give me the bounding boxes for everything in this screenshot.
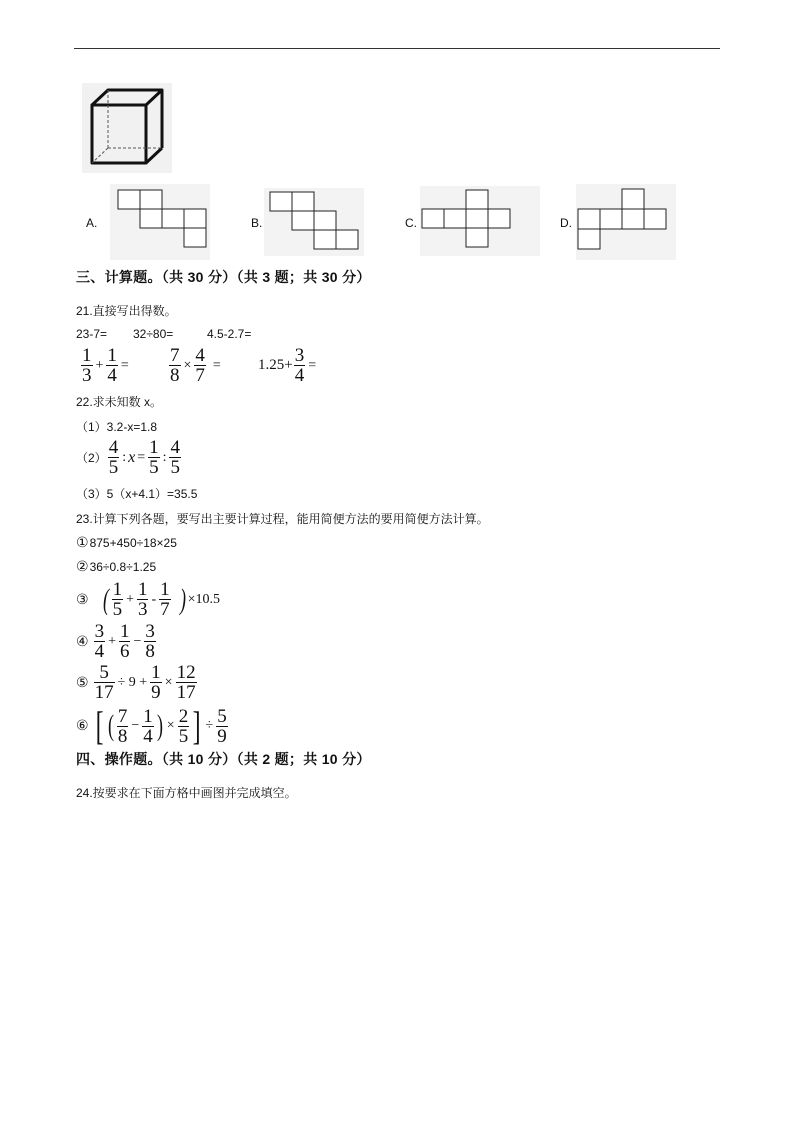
operator: - [151, 591, 157, 607]
q21-item-1: 23-7= [76, 327, 108, 341]
numerator: 3 [294, 345, 305, 366]
denominator: 5 [149, 457, 159, 478]
q21-prompt: 21.直接写出得数。 [76, 304, 177, 318]
tail-term: ×10.5 [187, 591, 221, 607]
q24-prompt: 24.按要求在下面方格中画图并完成填空。 [76, 786, 297, 800]
net-b-figure[interactable] [264, 188, 364, 256]
numerator: 4 [108, 437, 119, 458]
q22-part-1: （1）3.2-x=1.8 [76, 420, 158, 434]
q21-item-3: 4.5-2.7= [207, 327, 252, 341]
net-c-figure[interactable] [420, 186, 540, 256]
operator: ÷ [205, 718, 214, 733]
equals: = [212, 357, 221, 373]
denominator: 5 [112, 599, 123, 620]
operator: + [126, 591, 134, 607]
denominator: 8 [145, 641, 155, 662]
numerator: 7 [170, 345, 180, 366]
denominator: 3 [137, 599, 148, 620]
denominator: 6 [119, 641, 130, 662]
left-paren: ( [107, 709, 114, 742]
denominator: 4 [294, 365, 305, 386]
equals: = [137, 449, 146, 465]
operator: × [183, 357, 192, 373]
operator: + [95, 357, 104, 373]
numerator: 1 [149, 437, 159, 458]
numerator: 2 [178, 705, 189, 727]
numerator: 1 [137, 579, 148, 600]
q21-item-4 [80, 347, 131, 384]
option-b-label[interactable]: B. [251, 216, 263, 230]
close-paren: ) [179, 582, 186, 616]
header-rule [74, 48, 720, 49]
equals: = [308, 357, 317, 373]
item-number: ⑥ [76, 718, 89, 734]
left-bracket: [ [95, 703, 104, 748]
q23-item-3 [76, 581, 220, 618]
numerator: 7 [117, 705, 128, 727]
item-number: ③ [76, 591, 89, 608]
operator: ÷ 9 + [117, 674, 148, 690]
numerator: 1 [107, 345, 117, 366]
item-number: ④ [76, 633, 89, 650]
right-bracket: ] [192, 703, 201, 748]
q23-item-6 [76, 703, 229, 748]
denominator: 17 [176, 682, 196, 703]
ratio-colon: : [162, 449, 167, 465]
numerator: 5 [99, 662, 109, 683]
right-paren: ) [156, 709, 163, 742]
denominator: 4 [143, 725, 153, 747]
denominator: 17 [94, 682, 114, 703]
q21-item-6 [258, 347, 318, 384]
option-c-label[interactable]: C. [405, 216, 417, 230]
denominator: 4 [107, 365, 117, 386]
q23-item-2 [76, 559, 156, 575]
denominator: 5 [108, 457, 119, 478]
denominator: 8 [170, 365, 180, 386]
denominator: 9 [151, 682, 161, 703]
q21-item-5 [168, 347, 223, 384]
q23-item-5 [76, 664, 198, 701]
denominator: 5 [170, 457, 180, 478]
item-number: ⑤ [76, 674, 89, 691]
option-a-label[interactable]: A. [86, 216, 98, 230]
net-c-drawing [420, 186, 540, 256]
operator: × [166, 718, 175, 733]
numerator: 1 [143, 705, 153, 727]
denominator: 7 [160, 599, 170, 620]
part-label: （2） [76, 451, 107, 465]
denominator: 9 [217, 725, 227, 747]
operator: × [164, 674, 173, 690]
item-number: ② [76, 559, 89, 575]
equals: = [120, 357, 129, 373]
option-d-label[interactable]: D. [560, 216, 572, 230]
numerator: 1 [82, 345, 92, 366]
net-b-drawing [264, 188, 364, 256]
leading-term: 1.25+ [258, 357, 293, 373]
numerator: 3 [145, 621, 155, 642]
numerator: 3 [94, 621, 105, 642]
numerator: 4 [195, 345, 205, 366]
q22-prompt: 22.求未知数 x。 [76, 395, 163, 409]
numerator: 1 [112, 579, 123, 600]
q23-item-1 [76, 535, 177, 551]
net-a-figure[interactable] [110, 184, 210, 260]
denominator: 4 [94, 641, 105, 662]
denominator: 3 [82, 365, 92, 386]
operator: − [131, 718, 140, 733]
section-3-title: 三、计算题。（共 30 分）（共 3 题；共 30 分） [76, 269, 371, 285]
numerator: 1 [151, 662, 161, 683]
denominator: 7 [195, 365, 205, 386]
denominator: 5 [178, 725, 189, 747]
q23-prompt: 23.计算下列各题，要写出主要计算过程，能用简便方法的要用简便方法计算。 [76, 512, 489, 526]
numerator: 5 [217, 705, 227, 727]
q23-item-4 [76, 623, 157, 660]
unknown-x: x [128, 448, 136, 466]
section-4-title: 四、操作题。（共 10 分）（共 2 题；共 10 分） [76, 751, 371, 767]
q21-item-2: 32÷80= [133, 327, 174, 341]
q22-part-3: （3）5（x+4.1）=35.5 [76, 487, 198, 501]
net-a-drawing [110, 184, 210, 260]
numerator: 1 [160, 579, 170, 600]
ratio-colon: : [122, 449, 127, 465]
q22-part-2 [76, 439, 182, 476]
operator: + [108, 633, 116, 649]
open-paren: ( [102, 582, 109, 616]
expression-text: 875+450÷18×25 [89, 536, 177, 550]
cuboid-figure [82, 83, 172, 173]
numerator: 4 [170, 437, 180, 458]
denominator: 8 [117, 725, 128, 747]
cuboid-drawing [82, 83, 172, 173]
expression-text: 36÷0.8÷1.25 [89, 560, 157, 574]
net-d-drawing [576, 184, 676, 260]
operator: − [133, 633, 142, 649]
item-number: ① [76, 535, 89, 551]
numerator: 1 [119, 621, 130, 642]
numerator: 12 [176, 662, 196, 683]
net-d-figure[interactable] [576, 184, 676, 260]
